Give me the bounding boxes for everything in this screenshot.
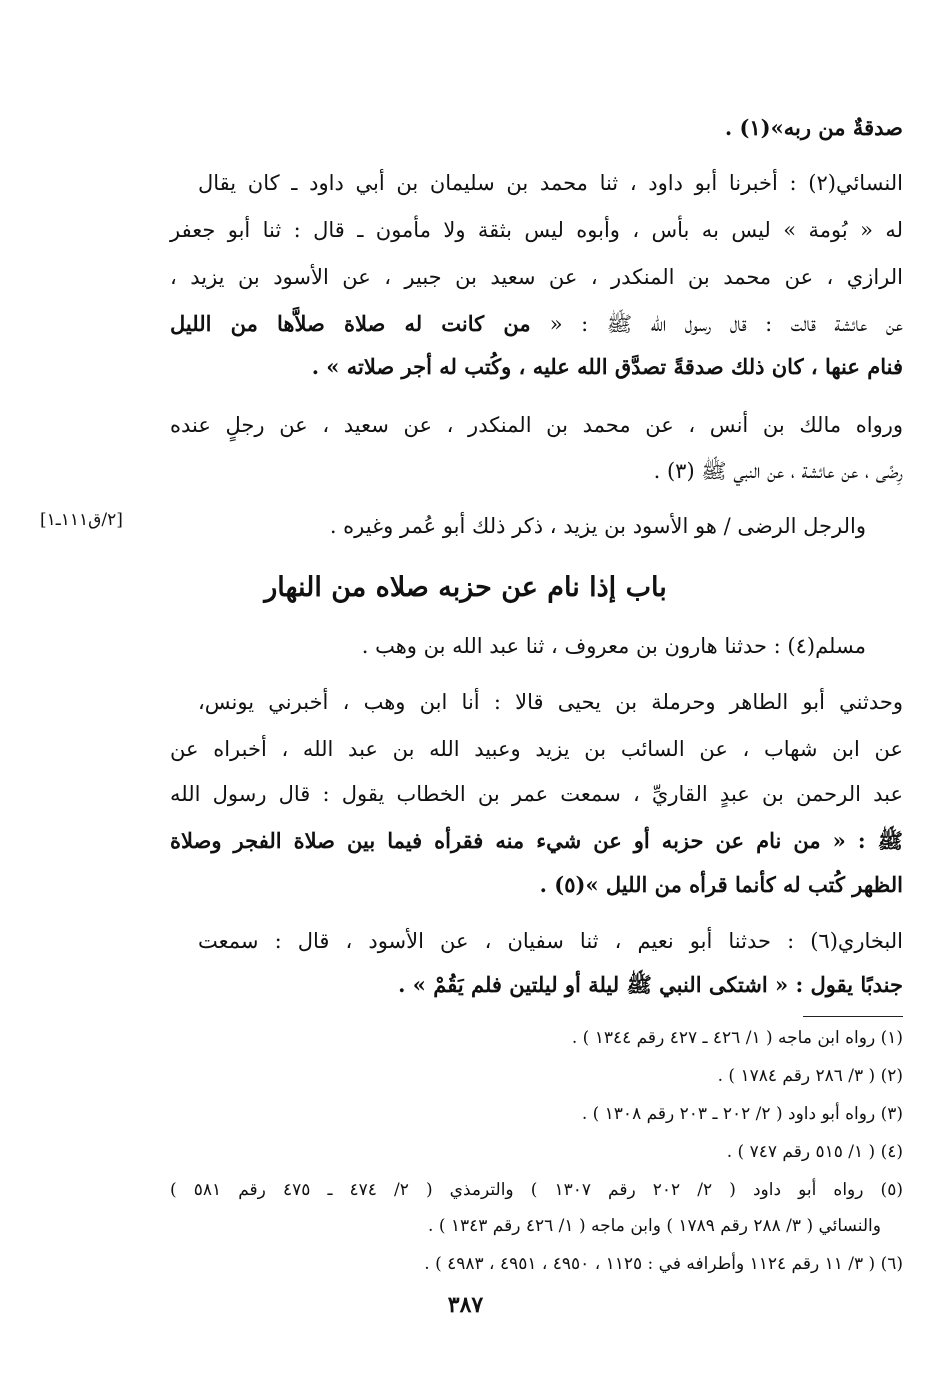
text-line-5-hadith: من كانت له صلاة صلاَّها من الليل: [170, 311, 550, 336]
text-line-13: عبد الرحمن بن عبدٍ القاريِّ ، سمعت عمر بن الخطاب يقول : قال رسول الله: [170, 782, 903, 806]
text-line-2: النسائي(٢) : أخبرنا أبو داود ، ثنا محمد بن سليمان بن أبي داود ـ كان يقال: [198, 171, 903, 195]
manuscript-folio-ref: [٢/ق١١١ـ١]: [40, 510, 123, 530]
text-line-15: الظهر كُتب له كأنما قرأه من الليل »(٥) .: [539, 872, 903, 897]
footnote-3: (٣) رواه أبو داود ( ٢/ ٢٠٢ ـ ٢٠٣ رقم ١٣٠٨ ) .: [581, 1104, 903, 1124]
page-number: ٣٨٧: [447, 1292, 484, 1318]
text-line-7: ورواه مالك بن أنس ، عن محمد بن المنكدر ، عن سعيد ، عن رجلٍ عنده: [170, 413, 903, 437]
text-line-8: رِضًى ، عن عائشة ، عن النبي ﷺ (٣) .: [653, 459, 903, 483]
footnote-1: (١) رواه ابن ماجه ( ١/ ٤٢٦ ـ ٤٢٧ رقم ١٣٤٤ ) .: [571, 1028, 903, 1048]
text-line-17: جندبًا يقول : « اشتكى النبي ﷺ ليلة أو ليلتين فلم يَقُمْ » .: [398, 972, 903, 997]
footnote-6: (٦) ( ٣/ ١١ رقم ١١٢٤ وأطرافه في : ١١٢٥ ، ٤٩٥٠ ، ٤٩٥١ ، ٤٩٨٣ ) .: [424, 1254, 903, 1274]
chapter-heading: باب إذا نام عن حزبه صلاه من النهار: [264, 572, 667, 603]
text-line-14: ﷺ : « من نام عن حزبه أو عن شيء منه فقرأه فيما بين صلاة الفجر وصلاة: [170, 828, 903, 853]
text-line-3: له « بُومة » ليس به بأس ، وأبوه ليس بثقة ولا مأمون ـ قال : ثنا أبو جعفر: [170, 218, 903, 242]
text-line-12: عن ابن شهاب ، عن السائب بن يزيد وعبيد الله بن عبد الله ، أخبراه عن: [170, 737, 903, 761]
footnote-divider: [803, 1016, 903, 1017]
text-line-1: صدقةٌ من ربه»(١) .: [724, 115, 903, 140]
text-line-11: وحدثني أبو الطاهر وحرملة بن يحيى قالا : أنا ابن وهب ، أخبرني يونس،: [198, 690, 903, 714]
text-line-5: [170, 309, 903, 339]
footnote-5: (٥) رواه أبو داود ( ٢/ ٢٠٢ رقم ١٣٠٧ ) والترمذي ( ٢/ ٤٧٤ ـ ٤٧٥ رقم ٥٨١ ): [170, 1180, 903, 1200]
footnote-2: (٢) ( ٣/ ٢٨٦ رقم ١٧٨٤ ) .: [717, 1066, 903, 1086]
text-line-10: مسلم(٤) : حدثنا هارون بن معروف ، ثنا عبد الله بن وهب .: [361, 634, 866, 658]
text-line-16: البخاري(٦) : حدثنا أبو نعيم ، ثنا سفيان ، عن الأسود ، قال : سمعت: [198, 929, 903, 953]
footnote-5-cont: والنسائي ( ٣/ ٢٨٨ رقم ١٧٨٩ ) وابن ماجه ( ١/ ٤٢٦ رقم ١٣٤٣ ) .: [428, 1216, 881, 1236]
text-line-6: فنام عنها ، كان ذلك صدقةً تصدَّق الله عليه ، وكُتب له أجر صلاته » .: [311, 354, 903, 379]
text-line-9: والرجل الرضى / هو الأسود بن يزيد ، ذكر ذلك أبو عُمر وغيره .: [329, 514, 866, 538]
footnote-4: (٤) ( ١/ ٥١٥ رقم ٧٤٧ ) .: [726, 1142, 903, 1162]
text-line-5-plain: عن عائشة قالت : قال رسول الله ﷺ : «: [549, 312, 903, 336]
text-line-4: الرازي ، عن محمد بن المنكدر ، عن سعيد بن جبير ، عن الأسود بن يزيد ،: [170, 265, 903, 289]
